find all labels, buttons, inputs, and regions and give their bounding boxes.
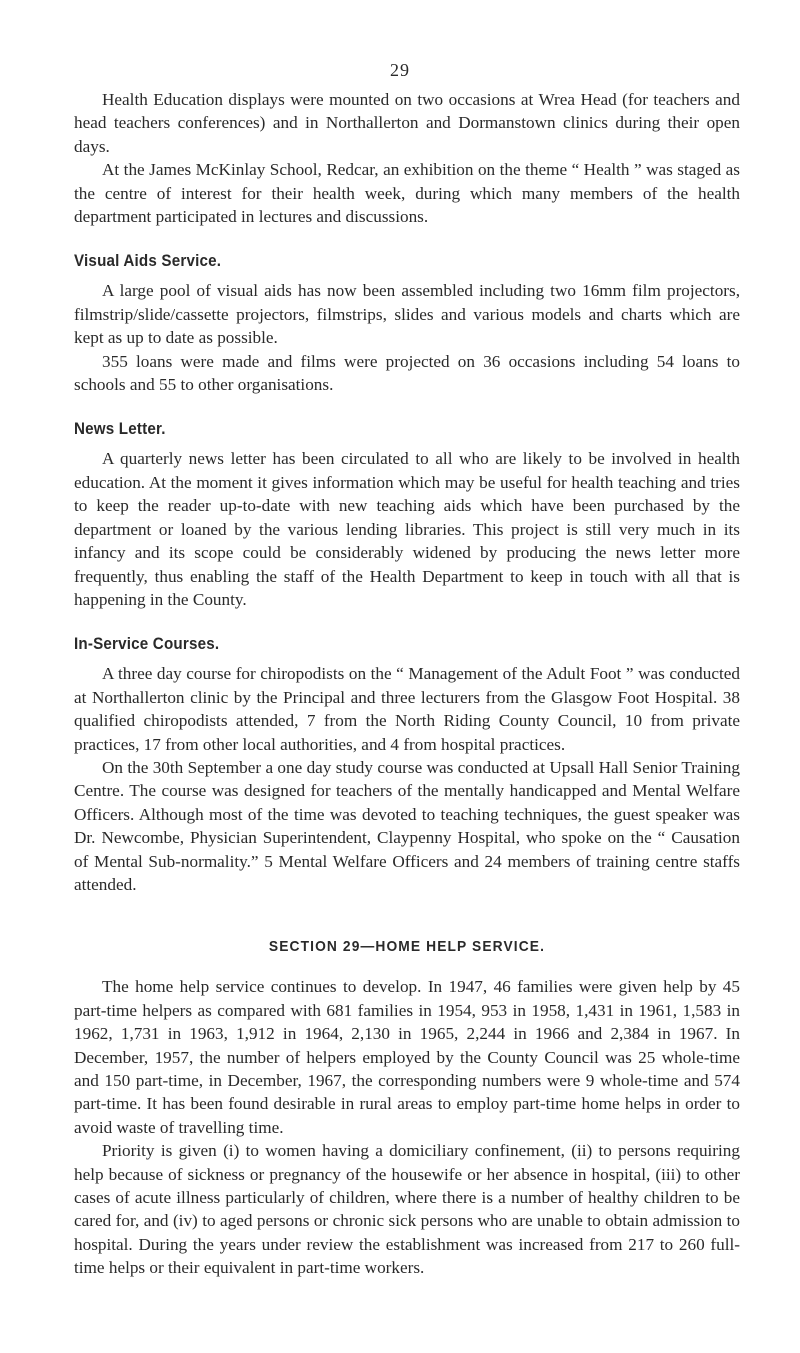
news-letter-paragraph: A quarterly news letter has been circulated to all who are likely to be involved in health education. At the moment it gives information which may be useful for health teaching and tries to keep the reader up-to-date with new teaching aids which have been purchased by the department or loaned by the various lending libraries. This project is still very much in its infancy and its scope could be considerably widened by producing the news letter more frequently, thus enabling the staff of the Health Department to keep in touch with all that is happening in the County.: [74, 449, 740, 609]
news-letter-heading: News Letter.: [74, 420, 166, 439]
home-help-priority-paragraph: Priority is given (i) to women having a domiciliary confinement, (ii) to persons requiring help because of sickness or pregnancy of the housewife or her absence in hospital, (iii) to other cases of acute illness particularly of children, where there is a number of healthy children to be cared for, and (iv) to aged persons or chronic sick persons who are unable to obtain admission to hospital. During the years under review the establishment was increased from 217 to 260 full-time helps or their equivalent in part-time workers.: [74, 1141, 740, 1278]
upsall-hall-course-paragraph: On the 30th September a one day study course was conducted at Upsall Hall Senior Training Centre. The course was designed for teachers of the mentally handicapped and Mental Welfare Officers. Although most of the time was devoted to teaching techniques, the guest speaker was Dr. Newcombe, Physician Superintendent, Claypenny Hospital, who spoke on the “ Causation of Mental Sub-normality.” 5 Mental Welfare Officers and 24 members of training centre staffs attended.: [74, 757, 740, 894]
page-body: [74, 88, 740, 1280]
health-week-exhibition-paragraph: At the James McKinlay School, Redcar, an exhibition on the theme “ Health ” was staged as the centre of interest for their health week, during which many members of the health department participated in lectures and discussions.: [74, 160, 740, 227]
chiropodists-course-paragraph: A three day course for chiropodists on the “ Management of the Adult Foot ” was conducted at Northallerton clinic by the Principal and three lecturers from the Glasgow Foot Hospital. 38 qualified chiropodists attended, 7 from the North Riding County Council, 10 from private practices, 17 from other local authorities, and 4 from hospital practices.: [74, 664, 740, 754]
home-help-development-paragraph: The home help service continues to develop. In 1947, 46 families were given help by 45 part-time helpers as compared with 681 families in 1954, 953 in 1958, 1,431 in 1961, 1,583 in 1962, 1,731 in 1963, 1,912 in 1964, 2,130 in 1965, 2,244 in 1966 and 2,384 in 1967. In December, 1957, the number of helpers employed by the County Council was 25 whole-time and 150 part-time, in December, 1967, the corresponding numbers were 9 whole-time and 574 part-time. It has been found desirable in rural areas to employ part-time home helps in order to avoid waste of travelling time.: [74, 977, 740, 1137]
visual-aids-pool-paragraph: A large pool of visual aids has now been assembled including two 16mm film projectors, filmstrip/slide/cassette projectors, filmstrips, slides and various models and charts which are kept as up to date as possible.: [74, 281, 740, 348]
health-education-displays-paragraph: Health Education displays were mounted on two occasions at Wrea Head (for teachers and head teachers conferences) and in Northallerton and Dormanstown clinics during their open days.: [74, 90, 740, 156]
visual-aids-loans-paragraph: 355 loans were made and films were projected on 36 occasions including 54 loans to schools and 55 to other organisations.: [74, 351, 740, 395]
home-help-section-heading: SECTION 29—HOME HELP SERVICE.: [268, 938, 546, 956]
visual-aids-heading: Visual Aids Service.: [74, 252, 222, 271]
page-number: 29: [390, 60, 410, 80]
in-service-courses-heading: In-Service Courses.: [74, 635, 220, 654]
